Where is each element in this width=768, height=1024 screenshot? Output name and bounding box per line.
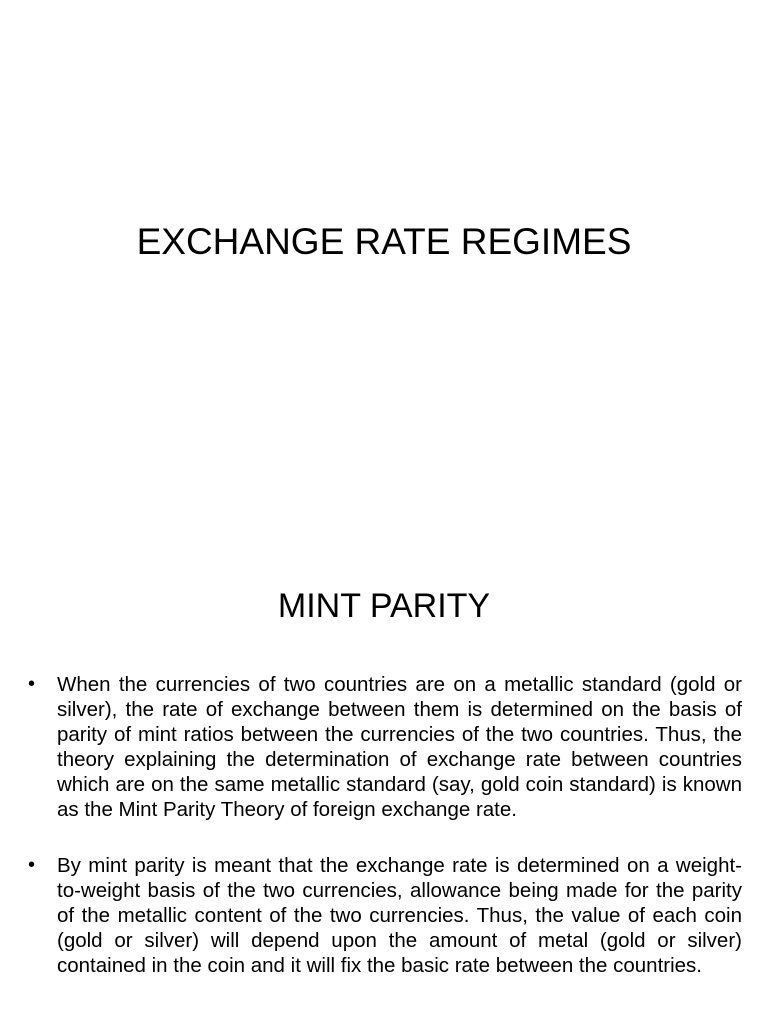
slide-1-title: EXCHANGE RATE REGIMES — [136, 221, 632, 262]
bullet-text: By mint parity is meant that the exchange rate is determined on a weight-to-weight basis of the two currencies, allowance being made for the parity of the metallic content of the two currencies. Thus, the value of each coin (gold or silver) will depend upon the amount of metal (gold or silver) contained in the coin and it will fix the basic rate between the countries. — [57, 854, 742, 977]
bullet-icon: • — [28, 673, 36, 695]
slide-mint-parity — [0, 576, 768, 1024]
bullet-icon: • — [28, 854, 36, 876]
bullet-list — [28, 672, 742, 1009]
slide-2-title: MINT PARITY — [277, 587, 491, 625]
bullet-text: When the currencies of two countries are on a metallic standard (gold or silver), the rate of exchange between them is determined on the basis of parity of mint ratios between the currencies of the two countries. Thus, the theory explaining the determination of exchange rate between countries which are on the same metallic standard (say, gold coin standard) is known as the Mint Parity Theory of foreign exchange rate. — [57, 673, 742, 821]
bullet-item — [28, 672, 742, 822]
bullet-item — [28, 853, 742, 978]
